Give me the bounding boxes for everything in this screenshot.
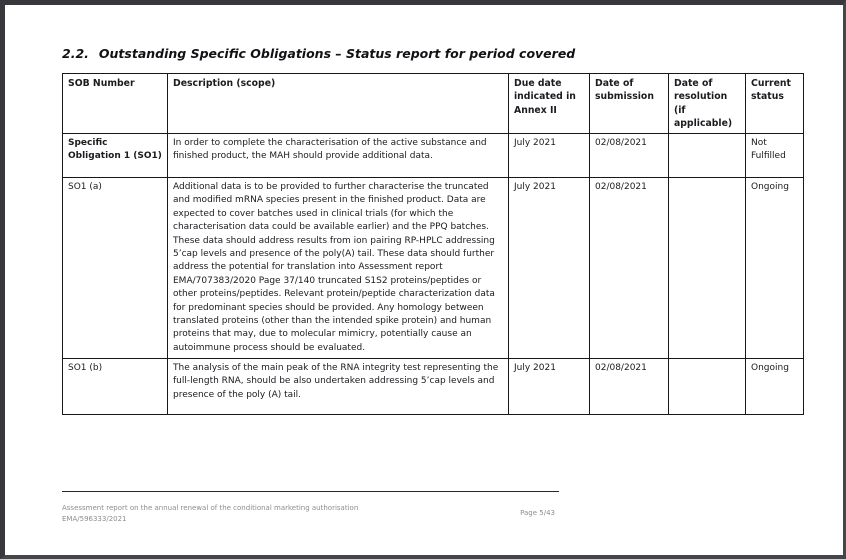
footer-text	[62, 503, 358, 524]
current-status-cell: Ongoing	[746, 178, 804, 359]
sob-number-cell: SO1 (b)	[63, 359, 168, 415]
description-cell: Additional data is to be provided to further characterise the truncated and modified mRNA species present in the finished product. Data are expected to cover batches used in clinical trials (for which the characterisation data could be available earlier) and the PPQ batches. These data should address results from ion pairing RP-HPLC addressing 5’cap levels and presence of the poly(A) tail. These data should further address the potential for translation into Assessment report EMA/707383/2020 Page 37/140 truncated S1S2 proteins/peptides or other proteins/peptides. Relevant protein/peptide characterization data for predominant species should be provided. Any homology between translated proteins (other than the intended spike protein) and human proteins that may, due to molecular mimicry, potentially cause an autoimmune process should be evaluated.	[168, 178, 509, 359]
header-current-status: Current status	[746, 74, 804, 134]
section-title: Outstanding Specific Obligations – Status report for period covered	[98, 46, 576, 61]
footer-divider	[62, 491, 559, 492]
header-sob-number: SOB Number	[63, 74, 168, 134]
date-of-submission-cell: 02/08/2021	[590, 134, 669, 178]
header-description: Description (scope)	[168, 74, 509, 134]
page-number: Page 5/43	[520, 509, 555, 517]
description-cell: In order to complete the characterisation of the active substance and finished product, the MAH should provide additional data.	[168, 134, 509, 178]
due-date-cell: July 2021	[509, 134, 590, 178]
footer-reference-number: EMA/596333/2021	[62, 514, 127, 523]
current-status-cell: Not Fulfilled	[746, 134, 804, 178]
table-row	[63, 134, 804, 178]
description-cell: The analysis of the main peak of the RNA integrity test representing the full-length RNA, should be also undertaken addressing 5’cap levels and presence of the poly (A) tail.	[168, 359, 509, 415]
current-status-cell: Ongoing	[746, 359, 804, 415]
date-of-submission-cell: 02/08/2021	[590, 359, 669, 415]
header-date-of-submission: Date of submission	[590, 74, 669, 134]
date-of-resolution-cell	[669, 134, 746, 178]
table-header-row	[63, 74, 804, 134]
date-of-resolution-cell	[669, 359, 746, 415]
date-of-submission-cell: 02/08/2021	[590, 178, 669, 359]
date-of-resolution-cell	[669, 178, 746, 359]
sob-number-cell: Specific Obligation 1 (SO1)	[63, 134, 168, 178]
section-heading	[62, 46, 575, 61]
sob-number-cell: SO1 (a)	[63, 178, 168, 359]
due-date-cell: July 2021	[509, 178, 590, 359]
table-row	[63, 359, 804, 415]
footer-report-title: Assessment report on the annual renewal of the conditional marketing authorisation	[62, 504, 359, 512]
header-due-date: Due date indicated in Annex II	[509, 74, 590, 134]
table-row	[63, 178, 804, 359]
section-number: 2.2.	[62, 46, 89, 61]
due-date-cell: July 2021	[509, 359, 590, 415]
specific-obligations-table	[62, 73, 804, 415]
header-date-of-resolution: Date of resolution (if applicable)	[669, 74, 746, 134]
